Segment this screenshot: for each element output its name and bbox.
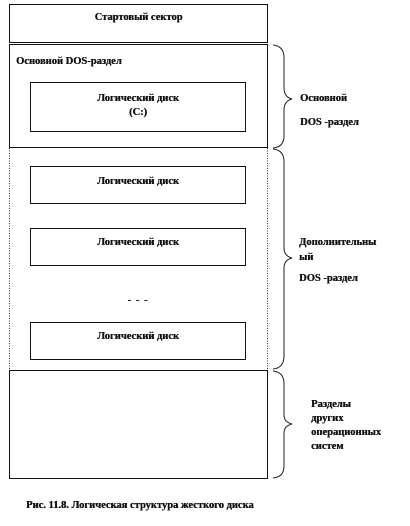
other-brace <box>273 371 292 478</box>
extended-brace-label-3: DOS -раздел <box>299 273 358 284</box>
logical-disk-c-label: Логический диск <box>97 93 179 104</box>
extended-brace-label-2: ый <box>299 252 314 263</box>
primary-brace-label-1: Основной <box>300 93 347 104</box>
logical-disk-ext-3 <box>30 322 246 360</box>
logical-disk-c-letter: (C:) <box>128 107 148 118</box>
extended-brace <box>273 149 292 369</box>
primary-partition-title: Основной DOS-раздел <box>16 56 122 67</box>
extended-brace-label-1: Дополнительны <box>299 237 377 248</box>
ellipsis-more-disks: - - - <box>127 295 149 306</box>
logical-disk-ext-1-label: Логический диск <box>97 176 179 187</box>
logical-disk-c <box>30 82 246 132</box>
boot-sector-label: Стартовый сектор <box>94 12 183 23</box>
other-brace-label-4: систем <box>311 441 344 452</box>
primary-brace-label-2: DOS -раздел <box>300 117 359 128</box>
other-brace-label-2: других <box>311 413 344 424</box>
logical-disk-ext-2 <box>30 228 246 266</box>
figure-caption: Рис. 11.8. Логическая структура жесткого диска <box>26 500 254 511</box>
logical-disk-ext-1 <box>30 166 246 204</box>
primary-brace <box>273 45 292 148</box>
other-brace-label-3: операционных <box>311 427 381 438</box>
other-partitions-box <box>10 371 268 479</box>
other-brace-label-1: Разделы <box>311 399 351 410</box>
logical-disk-ext-3-label: Логический диск <box>97 331 179 342</box>
logical-disk-ext-2-label: Логический диск <box>97 237 179 248</box>
